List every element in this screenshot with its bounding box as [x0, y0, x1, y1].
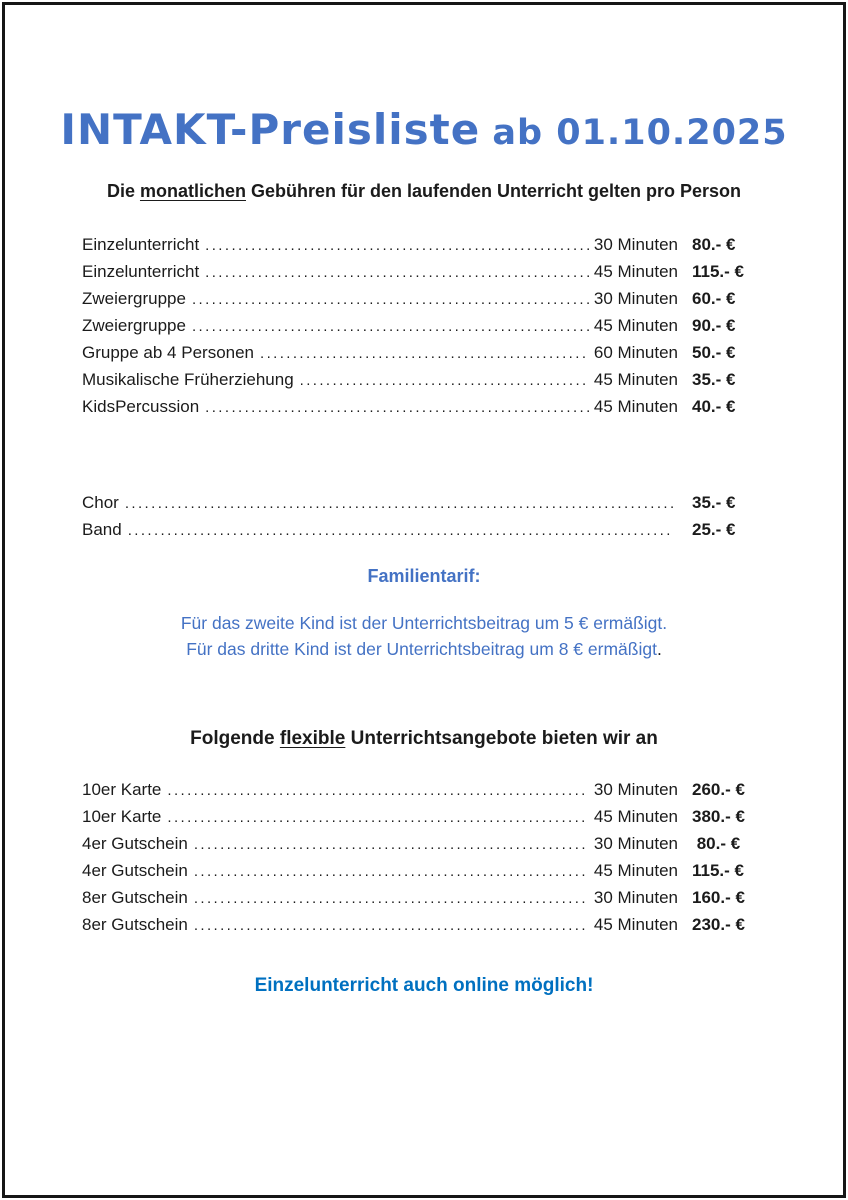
dot-leader — [260, 340, 589, 367]
family-tariff-line-2-text: Für das dritte Kind ist der Unterrichtsbeitrag um 8 € ermäßigt — [186, 639, 657, 660]
course-label: 10er Karte — [82, 780, 162, 800]
price-list-page — [2, 2, 846, 1198]
price-row — [82, 831, 748, 858]
price-row — [82, 517, 748, 544]
price-row — [82, 232, 748, 259]
price-row — [82, 313, 748, 340]
flexible-price-list — [82, 777, 748, 939]
flex-heading-pre: Folgende — [190, 728, 280, 750]
course-label: 8er Gutschein — [82, 888, 188, 908]
course-label: Band — [82, 520, 122, 540]
price-value: 260.- € — [692, 780, 745, 800]
duration-value: 45 Minuten — [593, 370, 678, 390]
price-row — [82, 394, 748, 421]
family-tariff-line-2-period: . — [656, 639, 662, 660]
duration-value: 45 Minuten — [593, 915, 678, 935]
price-row — [82, 777, 748, 804]
page-title — [5, 106, 843, 154]
course-label: 4er Gutschein — [82, 834, 188, 854]
duration-value: 60 Minuten — [593, 343, 678, 363]
family-tariff-heading: Familientarif: — [367, 566, 481, 587]
page-title-main: INTAKT-Preisliste — [60, 105, 481, 154]
price-value: 50.- € — [692, 343, 736, 363]
course-label: Einzelunterricht — [82, 235, 200, 255]
dot-leader — [167, 804, 588, 831]
course-label: Zweiergruppe — [82, 316, 186, 336]
course-label: KidsPercussion — [82, 397, 200, 417]
price-value: 230.- € — [692, 915, 745, 935]
price-row — [82, 912, 748, 939]
dot-leader — [128, 517, 673, 544]
flexible-offers-heading — [5, 728, 843, 750]
price-value: 35.- € — [692, 493, 736, 513]
price-row — [82, 259, 748, 286]
price-row — [82, 286, 748, 313]
price-value: 60.- € — [692, 289, 736, 309]
course-label: Einzelunterricht — [82, 262, 200, 282]
duration-value: 30 Minuten — [593, 289, 678, 309]
duration-value: 45 Minuten — [593, 861, 678, 881]
online-lessons-note: Einzelunterricht auch online möglich! — [254, 975, 594, 997]
course-label: Gruppe ab 4 Personen — [82, 343, 255, 363]
flex-heading-underlined-word: flexible — [279, 728, 346, 750]
course-label: Zweiergruppe — [82, 289, 186, 309]
course-label: Musikalische Früherziehung — [82, 370, 294, 390]
monthly-price-list — [82, 232, 748, 421]
price-row — [82, 804, 748, 831]
price-row — [82, 858, 748, 885]
duration-value: 45 Minuten — [593, 807, 678, 827]
dot-leader — [205, 232, 589, 259]
price-value: 35.- € — [692, 370, 736, 390]
course-label: 10er Karte — [82, 807, 162, 827]
price-value: 80.- € — [692, 834, 741, 854]
price-value: 160.- € — [692, 888, 745, 908]
flex-heading-post: Unterrichtsangebote bieten wir an — [345, 728, 658, 750]
price-value: 25.- € — [692, 520, 736, 540]
ensemble-price-list — [82, 490, 748, 544]
dot-leader — [205, 394, 589, 421]
dot-leader — [205, 259, 589, 286]
monthly-fees-subtitle — [5, 181, 843, 202]
course-label: 4er Gutschein — [82, 861, 188, 881]
dot-leader — [300, 367, 589, 394]
dot-leader — [125, 490, 673, 517]
dot-leader — [192, 286, 589, 313]
price-row — [82, 367, 748, 394]
duration-value: 45 Minuten — [593, 397, 678, 417]
price-value: 115.- € — [692, 861, 744, 881]
price-value: 380.- € — [692, 807, 745, 827]
duration-value: 30 Minuten — [593, 888, 678, 908]
dot-leader — [194, 912, 589, 939]
subtitle-post: Gebühren für den laufenden Unterricht gelten pro Person — [245, 181, 742, 202]
dot-leader — [194, 858, 589, 885]
course-label: Chor — [82, 493, 119, 513]
duration-value: 45 Minuten — [593, 316, 678, 336]
duration-value: 30 Minuten — [593, 780, 678, 800]
dot-leader — [194, 885, 589, 912]
page-title-date: ab 01.10.2025 — [492, 113, 788, 153]
price-value: 115.- € — [692, 262, 744, 282]
dot-leader — [167, 777, 588, 804]
price-value: 80.- € — [692, 235, 736, 255]
dot-leader — [194, 831, 589, 858]
price-row — [82, 490, 748, 517]
duration-value: 45 Minuten — [593, 262, 678, 282]
dot-leader — [192, 313, 589, 340]
duration-value: 30 Minuten — [593, 235, 678, 255]
subtitle-underlined-word: monatlichen — [139, 181, 246, 202]
price-row — [82, 340, 748, 367]
price-value: 90.- € — [692, 316, 736, 336]
price-row — [82, 885, 748, 912]
subtitle-pre: Die — [106, 181, 140, 202]
family-tariff-line-2 — [5, 636, 843, 662]
duration-value: 30 Minuten — [593, 834, 678, 854]
price-value: 40.- € — [692, 397, 736, 417]
course-label: 8er Gutschein — [82, 915, 188, 935]
family-tariff-line-1: Für das zweite Kind ist der Unterrichtsbeitrag um 5 € ermäßigt. — [180, 613, 668, 634]
